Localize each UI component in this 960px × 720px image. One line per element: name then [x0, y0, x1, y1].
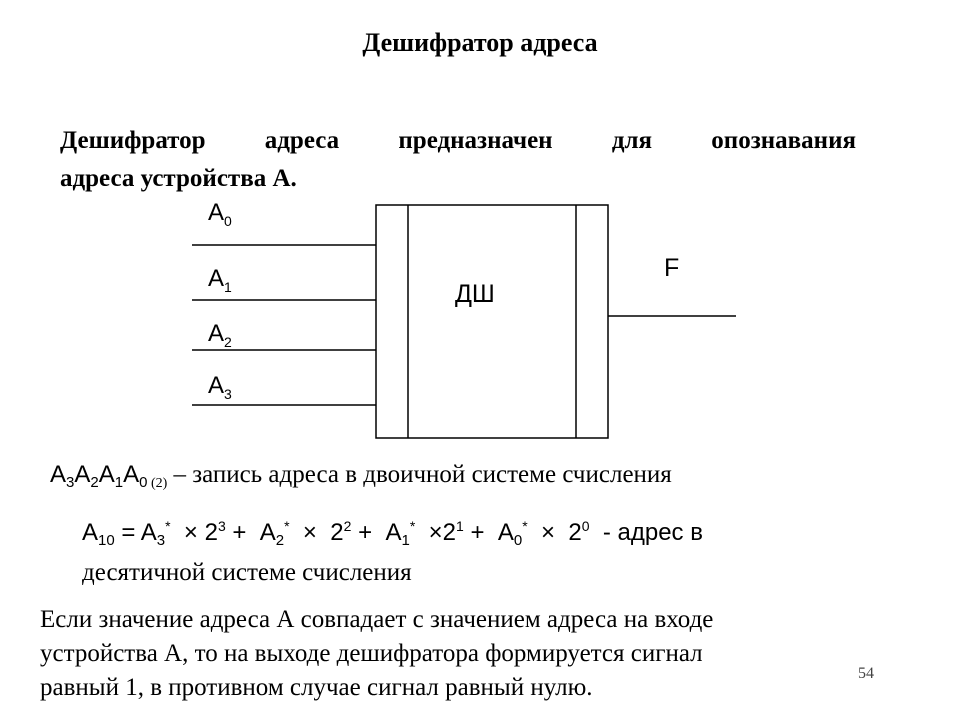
- input-label-a3: $A_3$: [208, 372, 232, 402]
- paragraph-line-1: Если значение адреса А совпадает с значением адреса на входе: [40, 606, 714, 633]
- input-label-a2: $A_2$: [208, 320, 232, 350]
- input-label-a0: $A_0$: [208, 199, 232, 229]
- paragraph-line-3: равный 1, в противном случае сигнал равный нулю.: [40, 674, 593, 701]
- decimal-formula-caption: десятичной системе счисления: [82, 559, 412, 586]
- paragraph-line-2: устройства А, то на выходе дешифратора формируется сигнал: [40, 640, 703, 667]
- formula-term: $A_0^* \times 2^0$: [497, 518, 590, 549]
- radix-label: (2): [150, 476, 168, 491]
- output-label: F: [664, 254, 680, 282]
- decimal-address-formula: $A_{10} = A_3^* \times 2^3 + A_2^* \times 2^2 + A_1^* \times 2^1 + A_0^* \times 2^0$ - адрес в: [82, 518, 703, 549]
- intro-line-1: Дешифратор адреса предназначен для опознавания: [60, 127, 856, 154]
- intro-line-2: адреса устройства А.: [60, 165, 297, 192]
- input-label-a1: $A_1$: [208, 265, 232, 295]
- page-number: 54: [858, 665, 874, 682]
- formula-term: $A_3^* \times 2^3$ +: [140, 518, 254, 549]
- decoder-block-label: ДШ: [455, 280, 495, 308]
- formula-term: $A_2^* \times 2^2$ +: [259, 518, 379, 549]
- explanation-paragraph: [40, 603, 920, 705]
- binary-address-record: $A_3A_2A_1A_0$ $_{(2)}$ – запись адреса в двоичной системе счисления: [50, 461, 672, 491]
- page-title: Дешифратор адреса: [362, 28, 598, 57]
- formula-term: $A_1^* \times 2^1$ +: [385, 518, 492, 549]
- decoder-block: [376, 205, 608, 438]
